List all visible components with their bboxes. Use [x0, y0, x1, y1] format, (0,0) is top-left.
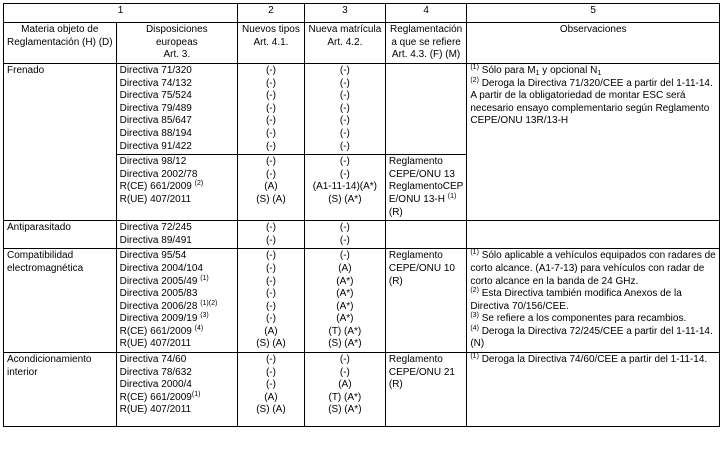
directiva-item [120, 301, 234, 314]
matricula-item: (T) (A*) [328, 325, 362, 337]
note-text: Deroga la Directiva 72/245/CEE a partir del 1-11-14. [481, 325, 713, 337]
reglamento-line: ReglamentoCEP [388, 181, 464, 193]
matricula-item: (A1-11-14)(A*) [312, 181, 378, 193]
matricula-item: (A*) [336, 313, 354, 325]
note-text: y opcional N [539, 65, 598, 76]
directiva-item: R(UE) 407/2011 [119, 338, 192, 350]
directiva-text: R(CE) 661/2009 [119, 181, 192, 193]
header-nuevos-tipos [237, 23, 304, 64]
column-number-3: 3 [304, 4, 385, 23]
nuevos-item: (S) (A) [256, 338, 286, 350]
observacion-note [470, 326, 716, 339]
materia-acondicionamiento: Acondicionamiento interior [4, 353, 117, 427]
note-marker: (1)(2) [200, 299, 218, 307]
header-materia-line: Materia objeto de [21, 24, 99, 35]
column-number-1: 1 [4, 4, 238, 23]
note-subscript: 1 [597, 70, 602, 77]
reglamento-line: Reglamento [388, 156, 443, 168]
reglamento-line: CEPE/ONU 13 [388, 168, 455, 180]
matricula-item: (A*) [336, 288, 354, 300]
matricula-item: (A) [338, 262, 352, 274]
nuevos-item: (-) [265, 102, 276, 114]
header-disposiciones-line: europeas [155, 36, 198, 48]
note-marker: (1) [470, 353, 479, 361]
note-marker: (3) [200, 312, 209, 320]
nuevos-item: (-) [265, 115, 276, 127]
directiva-item: Directiva 2004/104 [119, 262, 203, 274]
directiva-item: Directiva 75/524 [119, 90, 192, 102]
matricula-item: (-) [339, 90, 350, 102]
matricula-item: (-) [339, 127, 350, 139]
matricula-item: (-) [339, 168, 350, 180]
matricula-item: (-) [339, 115, 350, 127]
directiva-item: Directiva 89/491 [119, 234, 192, 246]
nueva-matricula-cell [304, 249, 385, 353]
matricula-item: (-) [339, 366, 350, 378]
note-text: Esta Directiva también modifica Anexos de la Directiva 70/156/CEE. [470, 288, 682, 312]
header-nuevos-line: Nuevos tipos [242, 24, 300, 35]
directiva-item [120, 276, 234, 289]
directivas-cell [116, 249, 237, 353]
matricula-item: (-) [339, 156, 350, 168]
observacion-note [470, 250, 716, 288]
matricula-item: (A*) [336, 275, 354, 287]
directiva-item: Directiva 74/60 [119, 354, 187, 366]
note-text: Se refiere a los componentes para recambios. [481, 313, 687, 325]
directiva-item: R(UE) 407/2011 [119, 193, 192, 205]
column-number-row [4, 4, 720, 23]
directiva-item: Directiva 91/422 [119, 140, 192, 152]
nuevos-item: (S) (A) [256, 193, 286, 205]
header-disposiciones-line: Art. 3. [163, 49, 191, 61]
matricula-item: (S) (A*) [328, 404, 362, 416]
note-marker: (4) [194, 324, 204, 332]
directiva-item: Directiva 71/320 [119, 65, 192, 76]
observaciones-compatibilidad [467, 249, 720, 353]
nuevos-item: (-) [265, 379, 276, 391]
reglamento-line: CEPE/ONU 21 [388, 366, 455, 378]
nuevos-item: (-) [265, 262, 276, 274]
header-disposiciones [116, 23, 237, 64]
reglamento-line [389, 194, 463, 207]
directiva-item: Directiva 79/489 [119, 102, 192, 114]
materia-line: Compatibilidad [7, 250, 74, 262]
materia-compatibilidad [4, 249, 117, 353]
directiva-item: R(UE) 407/2011 [119, 404, 192, 416]
note-marker: (3) [470, 312, 479, 320]
reglamentacion-cell-empty [385, 221, 466, 249]
matricula-item: (-) [339, 77, 350, 89]
header-observaciones: Observaciones [467, 23, 720, 64]
directivas-cell [116, 353, 237, 427]
row-antiparasitado [4, 221, 720, 249]
directiva-item [120, 392, 234, 405]
reglamento-line: Reglamento [388, 250, 443, 262]
directiva-item: Directiva 78/632 [119, 366, 192, 378]
matricula-item: (T) (A*) [328, 391, 362, 403]
nuevos-item: (-) [265, 140, 276, 152]
note-text: Sólo aplicable a vehículos equipados con radares de corto alcance. (A1-7-13) para vehículos con radar de corto alcance en la banda de 24 GHz. [470, 250, 716, 287]
reglamento-line: (R) [388, 206, 403, 218]
note-marker: (2) [470, 287, 479, 295]
observaciones-cell-empty [467, 221, 720, 249]
column-number-2: 2 [237, 4, 304, 23]
row-frenado-a [4, 64, 720, 155]
directiva-item [120, 326, 234, 339]
nuevos-item: (-) [265, 366, 276, 378]
header-matricula-line: Art. 4.2. [327, 36, 363, 48]
note-text: Deroga la Directiva 74/60/CEE a partir del 1-11-14. [481, 354, 708, 366]
directiva-item: Directiva 88/194 [119, 127, 192, 139]
nuevos-item: (-) [265, 90, 276, 102]
directiva-item: Directiva 2002/78 [119, 168, 198, 180]
observaciones-frenado [467, 64, 720, 221]
nuevos-item: (-) [265, 77, 276, 89]
directiva-item: Directiva 2005/83 [119, 288, 198, 300]
nuevos-tipos-cell [237, 221, 304, 249]
matricula-item: (-) [339, 222, 350, 234]
reglamentacion-cell [385, 353, 466, 427]
directiva-text: Directiva 2006/28 [119, 300, 198, 312]
directiva-item: Directiva 98/12 [119, 156, 187, 168]
directiva-text: Directiva 2009/19 [119, 313, 198, 325]
nuevos-item: (-) [265, 313, 276, 325]
nuevos-item: (-) [265, 288, 276, 300]
header-reglamentacion-line: Art. 4.3. (F) (M) [391, 49, 461, 61]
header-nueva-matricula [304, 23, 385, 64]
header-matricula-line: Nueva matrícula [308, 24, 382, 35]
reglamento-line: (R) [388, 379, 403, 391]
header-disposiciones-line: Disposiciones [145, 24, 208, 35]
nuevos-item: (-) [265, 300, 276, 312]
observacion-note [470, 313, 716, 326]
directiva-item: Directiva 2000/4 [119, 379, 192, 391]
row-acondicionamiento [4, 353, 720, 427]
observacion-note [470, 288, 716, 313]
matricula-item: (-) [339, 354, 350, 366]
header-row [4, 23, 720, 64]
directiva-text: R(CE) 661/2009 [119, 325, 192, 337]
row-compatibilidad [4, 249, 720, 353]
nuevos-item: (A) [264, 325, 278, 337]
nuevos-tipos-cell [237, 64, 304, 155]
header-materia [4, 23, 117, 64]
matricula-item: (-) [339, 140, 350, 152]
nuevos-tipos-cell [237, 155, 304, 221]
matricula-item: (S) (A*) [328, 338, 362, 350]
directiva-item [120, 313, 234, 326]
header-materia-line: Reglamentación (H) (D) [7, 36, 113, 48]
column-number-5: 5 [467, 4, 720, 23]
note-marker: (1) [447, 192, 457, 200]
observacion-tail: (N) [470, 338, 485, 350]
header-reglamentacion-line: a que se refiere [391, 36, 461, 48]
observacion-note [470, 65, 716, 78]
materia-frenado: Frenado [4, 64, 117, 221]
observacion-note [470, 78, 716, 128]
materia-antiparasitado: Antiparasitado [4, 221, 117, 249]
nuevos-tipos-cell [237, 353, 304, 427]
header-reglamentacion-line: Reglamentación [389, 24, 463, 35]
directiva-item [120, 181, 234, 194]
nuevos-item: (-) [265, 156, 276, 168]
header-nuevos-line: Art. 4.1. [253, 36, 289, 48]
matricula-item: (A*) [336, 300, 354, 312]
nueva-matricula-cell [304, 64, 385, 155]
directiva-item: Directiva 85/647 [119, 115, 192, 127]
nuevos-item: (-) [265, 250, 276, 262]
note-text: Sólo para M [481, 65, 536, 76]
nuevos-item: (A) [264, 391, 278, 403]
note-marker: (4) [470, 324, 479, 332]
reglamentacion-cell [385, 155, 466, 221]
nueva-matricula-cell [304, 221, 385, 249]
nuevos-item: (A) [264, 181, 278, 193]
matricula-item: (A) [338, 379, 352, 391]
nuevos-item: (-) [265, 127, 276, 139]
nuevos-item: (-) [265, 354, 276, 366]
directiva-text: Directiva 2005/49 [119, 275, 198, 287]
reglamento-text: E/ONU 13-H [388, 193, 445, 205]
column-number-4: 4 [385, 4, 466, 23]
reglamento-line: CEPE/ONU 10 [388, 262, 455, 274]
reglamentacion-cell [385, 249, 466, 353]
nuevos-item: (-) [265, 275, 276, 287]
materia-line: electromagnética [7, 262, 84, 274]
nuevos-tipos-cell [237, 249, 304, 353]
note-marker: (2) [470, 76, 479, 84]
header-reglamentacion [385, 23, 466, 64]
directiva-text: R(CE) 661/2009 [119, 391, 192, 403]
directiva-item: Directiva 74/132 [119, 77, 192, 89]
note-marker: (1) [200, 274, 209, 282]
directiva-item: Directiva 72/245 [119, 222, 192, 234]
regulation-table [3, 3, 720, 427]
nuevos-item: (S) (A) [256, 404, 286, 416]
nuevos-item: (-) [265, 234, 276, 246]
matricula-item: (-) [339, 102, 350, 114]
note-marker: (1) [191, 390, 201, 398]
nuevos-item: (-) [265, 65, 276, 76]
nuevos-item: (-) [265, 168, 276, 180]
matricula-item: (-) [339, 234, 350, 246]
note-marker: (1) [470, 64, 479, 71]
directivas-cell [116, 155, 237, 221]
reglamento-line: (R) [388, 275, 403, 287]
matricula-item: (-) [339, 65, 350, 76]
observacion-note [470, 354, 716, 367]
directivas-cell [116, 221, 237, 249]
nueva-matricula-cell [304, 155, 385, 221]
reglamento-line: Reglamento [388, 354, 443, 366]
matricula-item: (S) (A*) [328, 193, 362, 205]
directiva-item: Directiva 95/54 [119, 250, 187, 262]
nuevos-item: (-) [265, 222, 276, 234]
note-text: Deroga la Directiva 71/320/CEE a partir del 1-11-14. A partir de la obligatoriedad de montar ESC será necesario ensayo complementario según Reglamento CEPE/ONU 13R/13-H [470, 77, 713, 127]
note-marker: (1) [470, 249, 479, 257]
reglamentacion-cell-empty [385, 64, 466, 155]
note-marker: (2) [194, 180, 204, 188]
note-subscript: 1 [535, 70, 540, 77]
nueva-matricula-cell [304, 353, 385, 427]
matricula-item: (-) [339, 250, 350, 262]
directivas-cell [116, 64, 237, 155]
observaciones-acondicionamiento [467, 353, 720, 427]
